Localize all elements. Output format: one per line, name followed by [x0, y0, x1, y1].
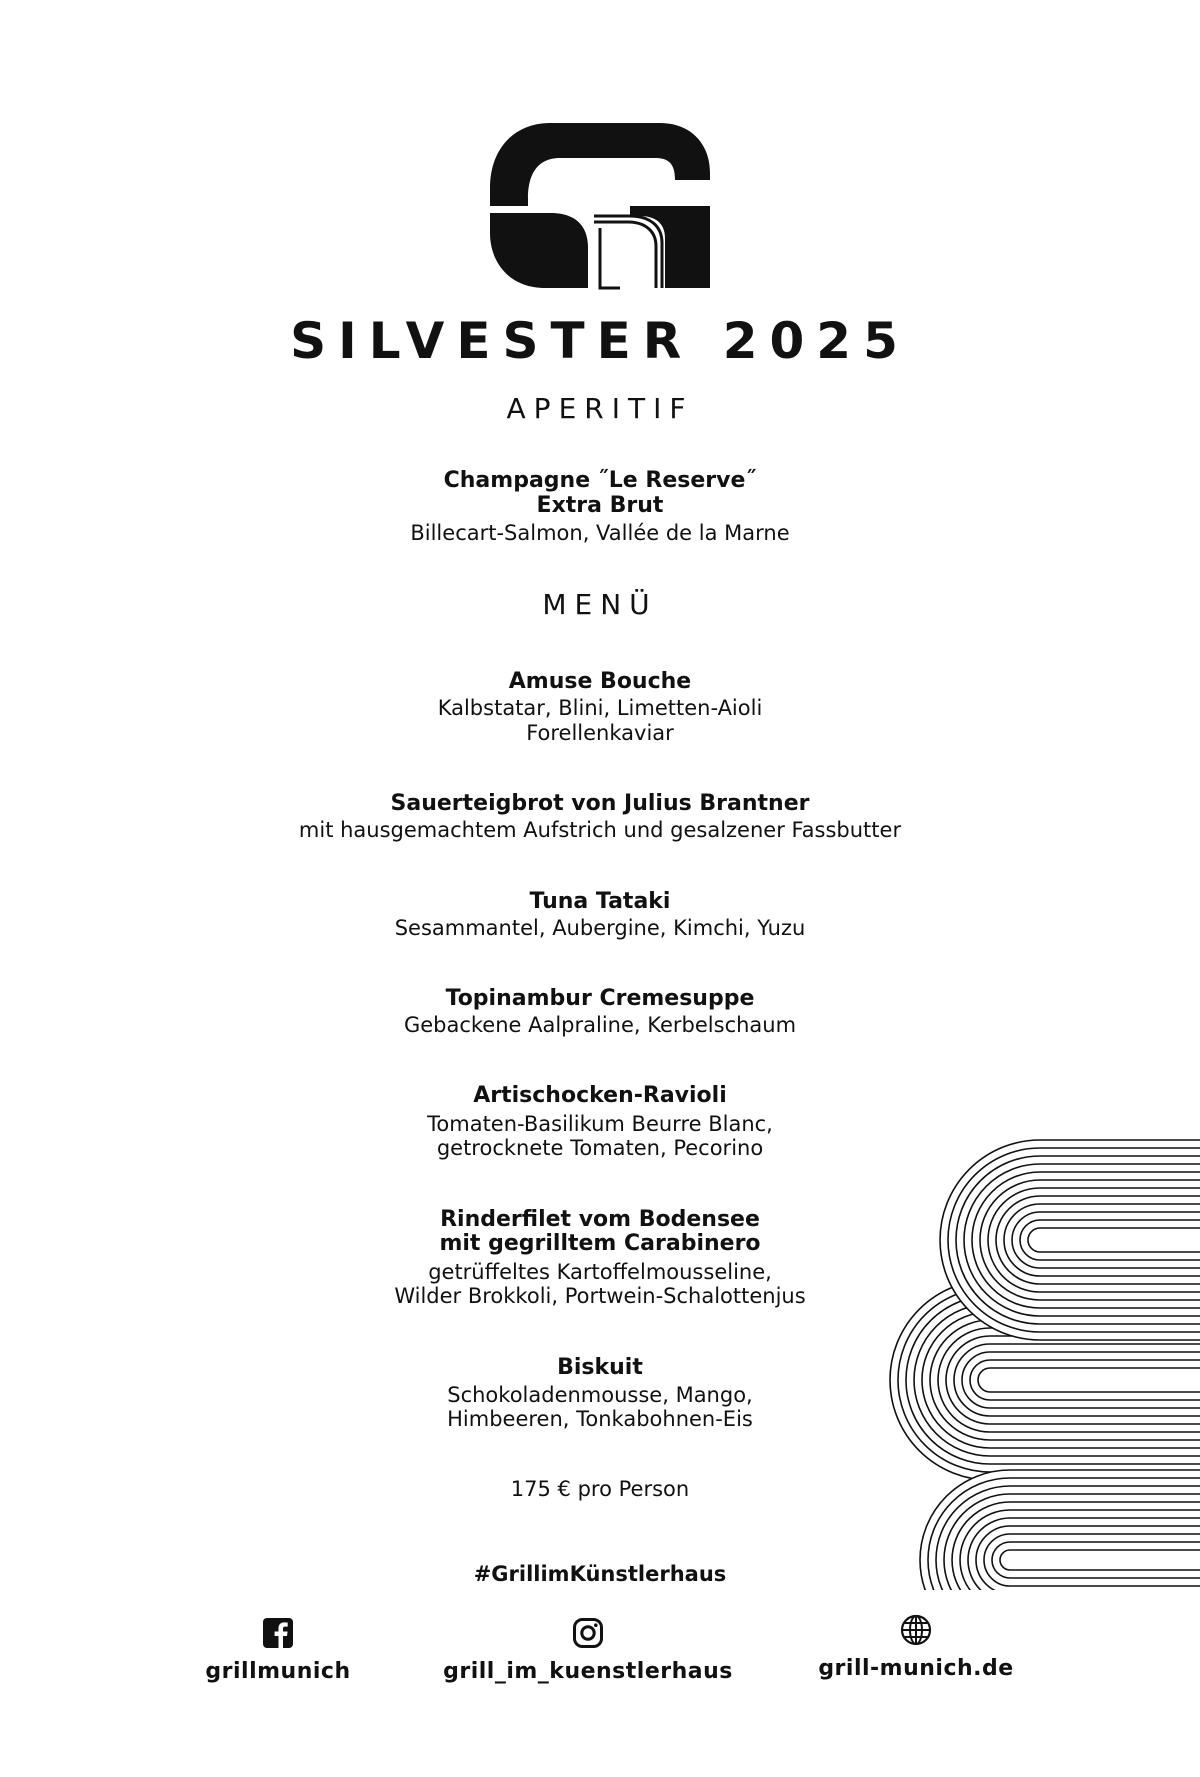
aperitif-name-line2: Extra Brut: [536, 493, 664, 518]
globe-icon: [900, 1614, 932, 1646]
course-desc: Forellenkaviar: [526, 721, 674, 745]
g-monogram-logo: [490, 118, 710, 293]
course-desc: Tomaten-Basilikum Beurre Blanc,: [427, 1112, 773, 1136]
social-facebook[interactable]: [98, 1617, 458, 1684]
course-name: Artischocken-Ravioli: [473, 1083, 727, 1108]
aperitif-heading: APERITIF: [506, 392, 694, 425]
course-name: Sauerteigbrot von Julius Brantner: [390, 791, 810, 816]
course-desc: Wilder Brokkoli, Portwein-Schalottenjus: [394, 1284, 806, 1308]
facebook-handle: grillmunich: [205, 1659, 351, 1684]
instagram-handle: grill_im_kuenstlerhaus: [443, 1659, 733, 1684]
course-name: Rinderfilet vom Bodensee: [440, 1207, 760, 1232]
course-desc: Schokoladenmousse, Mango,: [447, 1383, 753, 1407]
course-desc: getrüffeltes Kartoffelmousseline,: [428, 1260, 772, 1284]
aperitif-name-line1: Champagne ˝Le Reserve˝: [443, 468, 757, 493]
facebook-icon: [262, 1617, 294, 1649]
course-desc: Himbeeren, Tonkabohnen-Eis: [447, 1407, 753, 1431]
course-name: Tuna Tataki: [529, 889, 671, 914]
price: 175 € pro Person: [510, 1477, 690, 1501]
decorative-arcs: [840, 1130, 1200, 1590]
social-website[interactable]: [736, 1614, 1096, 1681]
course-desc: mit hausgemachtem Aufstrich und gesalzener Fassbutter: [298, 818, 902, 842]
course-desc: Kalbstatar, Blini, Limetten-Aioli: [437, 696, 763, 720]
course-desc: Sesammantel, Aubergine, Kimchi, Yuzu: [394, 916, 806, 940]
aperitif-origin: Billecart-Salmon, Vallée de la Marne: [410, 521, 790, 545]
menu-heading: MENÜ: [542, 588, 658, 621]
course-desc: getrocknete Tomaten, Pecorino: [436, 1136, 764, 1160]
website-url: grill-munich.de: [818, 1656, 1014, 1681]
course-desc: Gebackene Aalpraline, Kerbelschaum: [403, 1013, 797, 1037]
course-name: mit gegrilltem Carabinero: [439, 1231, 761, 1256]
course-name: Amuse Bouche: [508, 669, 692, 694]
course-name: Topinambur Cremesuppe: [445, 986, 755, 1011]
social-instagram[interactable]: [408, 1617, 768, 1684]
hashtag: #GrillimKünstlerhaus: [473, 1562, 727, 1586]
course-name: Biskuit: [557, 1355, 643, 1380]
instagram-icon: [572, 1617, 604, 1649]
page-title: SILVESTER 2025: [290, 312, 910, 370]
